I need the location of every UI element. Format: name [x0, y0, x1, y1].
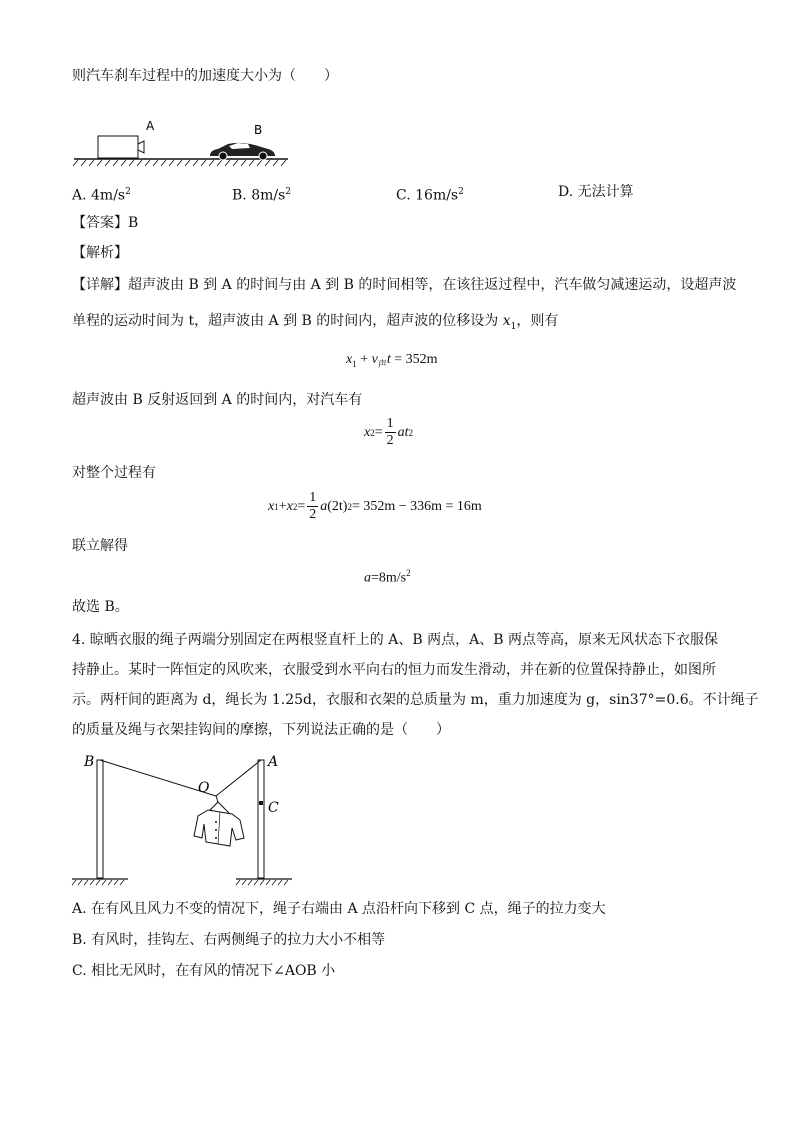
label-a: A — [268, 754, 279, 770]
detail-line2: 单程的运动时间为 t，超声波由 A 到 B 的时间内，超声波的位移设为 $x_1$，则有 — [72, 313, 559, 332]
q3-figure — [72, 116, 292, 172]
equation-3: x 1 + x 2 = $\frac{1}{2}$ a (2t) 2 = 352m − 336m = 16m — [268, 490, 482, 522]
label-b: B — [254, 123, 263, 137]
conclusion: 故选 B。 — [72, 599, 129, 615]
q4-line3: 示。两杆间的距离为 d，绳长为 1.25d，衣服和衣架的总质量为 m，重力加速度为 g，sin37°=0.6。不计绳子 — [72, 692, 759, 708]
line5: 联立解得 — [72, 538, 128, 554]
label-b: B — [84, 754, 95, 770]
detail-line1: 【详解】超声波由 B 到 A 的时间与由 A 到 B 的时间相等，在该往返过程中，汽车做匀减速运动，设超声波 — [72, 277, 737, 293]
line4: 对整个过程有 — [72, 465, 156, 481]
analysis-tag: 【解析】 — [72, 245, 128, 261]
equation-1: $x_1 + v_声t = 352m$ — [346, 352, 438, 369]
label-o: O — [198, 780, 210, 796]
q3-option-a: A. $4m/s^2$ — [72, 187, 131, 204]
q3-stem: 则汽车刹车过程中的加速度大小为（ ） — [72, 68, 338, 84]
equation-4: $a=8m/s^2$ — [364, 568, 411, 586]
line3: 超声波由 B 反射返回到 A 的时间内，对汽车有 — [72, 392, 363, 408]
q3-option-b: B. $8m/s^2$ — [232, 187, 292, 204]
q4-line4: 的质量及绳与衣架挂钩间的摩擦，下列说法正确的是（ ） — [72, 722, 450, 738]
q4-line1: 4. 晾晒衣服的绳子两端分别固定在两根竖直杆上的 A、B 两点，A、B 两点等高，原来无风状态下衣服保 — [72, 632, 718, 648]
answer-line: 【答案】B — [72, 215, 139, 231]
equation-2: x 2 = $\frac{1}{2}$ a t 2 — [364, 416, 414, 448]
q4-figure — [70, 750, 300, 890]
q4-option-a: A. 在有风且风力不变的情况下，绳子右端由 A 点沿杆向下移到 C 点，绳子的拉力变大 — [72, 901, 606, 917]
q4-option-b: B. 有风时，挂钩左、右两侧绳子的拉力大小不相等 — [72, 932, 386, 948]
q3-option-d: D. 无法计算 — [558, 184, 634, 200]
q4-line2: 持静止。某时一阵恒定的风吹来，衣服受到水平向右的恒力而发生滑动，并在新的位置保持静止，如图所 — [72, 662, 716, 678]
q4-option-c: C. 相比无风时，在有风的情况下∠AOB 小 — [72, 963, 336, 979]
label-c: C — [268, 800, 279, 816]
q3-option-c: C. $16m/s^2$ — [396, 187, 464, 204]
label-a: A — [146, 119, 155, 133]
